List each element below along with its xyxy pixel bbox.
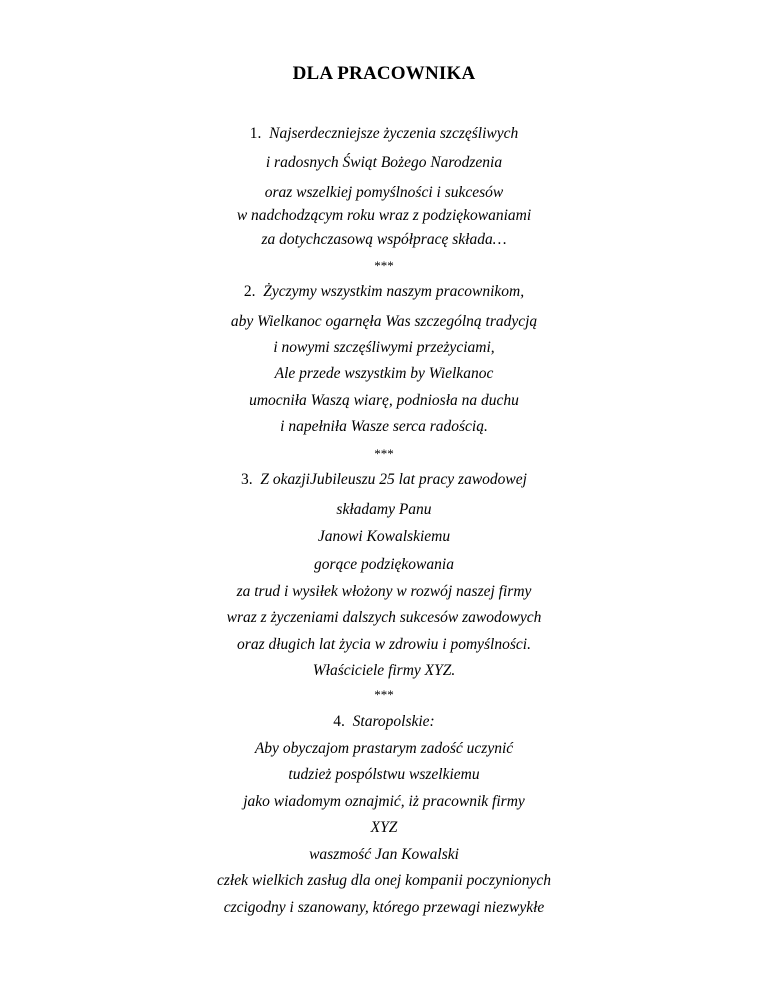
section-2-line-6: i napełniła Wasze serca radością. — [280, 418, 488, 435]
section-3-line-5: za trud i wysiłek włożony w rozwój naszej firmy — [236, 583, 532, 600]
section-2-line-5: umocniła Waszą wiarę, podniosła na duchu — [249, 392, 519, 409]
section-3-line-4: gorące podziękowania — [314, 556, 454, 573]
section-4-line-5: XYZ — [370, 819, 398, 836]
section-4-line-6: waszmość Jan Kowalski — [309, 846, 459, 863]
separator-2: *** — [374, 446, 394, 461]
separator-1: *** — [374, 258, 394, 273]
section-4-line-2: Aby obyczajom prastarym zadość uczynić — [254, 740, 514, 757]
section-1-line-5: za dotychczasową współpracę składa… — [261, 231, 507, 248]
section-3-line-1: 3. Z okazjiJubileuszu 25 lat pracy zawodowej — [241, 471, 527, 488]
section-4-line-7: człek wielkich zasług dla onej kompanii poczynionych — [216, 872, 552, 889]
section-1-line-2: i radosnych Świąt Bożego Narodzenia — [265, 154, 503, 171]
section-4-line-4: jako wiadomym oznajmić, iż pracownik firmy — [243, 793, 525, 810]
section-4-number: 4. — [333, 713, 345, 730]
section-2-line-4: Ale przede wszystkim by Wielkanoc — [274, 365, 494, 382]
section-3-line-8: Właściciele firmy XYZ. — [312, 662, 456, 679]
section-2-line-1: 2. Życzymy wszystkim naszym pracownikom, — [243, 283, 525, 300]
section-3-line-7: oraz długich lat życia w zdrowiu i pomyślności. — [237, 636, 531, 653]
section-3-line-2: składamy Panu — [336, 501, 432, 518]
separator-3: *** — [374, 687, 394, 702]
section-1-line-3: oraz wszelkiej pomyślności i sukcesów — [264, 184, 504, 201]
section-2-line-3: i nowymi szczęśliwymi przeżyciami, — [273, 339, 495, 356]
section-1-number: 1. — [249, 125, 262, 142]
section-3-line-3: Janowi Kowalskiemu — [317, 528, 451, 545]
section-2-number: 2. — [243, 283, 256, 300]
section-4-line-1: 4. Staropolskie: — [333, 713, 435, 730]
section-3-number: 3. — [241, 471, 253, 488]
section-4-line-8: czcigodny i szanowany, którego przewagi niezwykłe — [223, 899, 545, 916]
section-1-line-1: 1. Najserdeczniejsze życzenia szczęśliwych — [249, 125, 519, 142]
document-title: DLA PRACOWNIKA — [292, 63, 476, 84]
section-2-line-2: aby Wielkanoc ogarnęła Was szczególną tradycją — [230, 313, 538, 330]
section-1-line-4: w nadchodzącym roku wraz z podziękowaniami — [236, 207, 532, 224]
section-3-line-6: wraz z życzeniami dalszych sukcesów zawodowych — [226, 609, 542, 626]
section-4-line-3: tudzież pospólstwu wszelkiemu — [288, 766, 480, 783]
